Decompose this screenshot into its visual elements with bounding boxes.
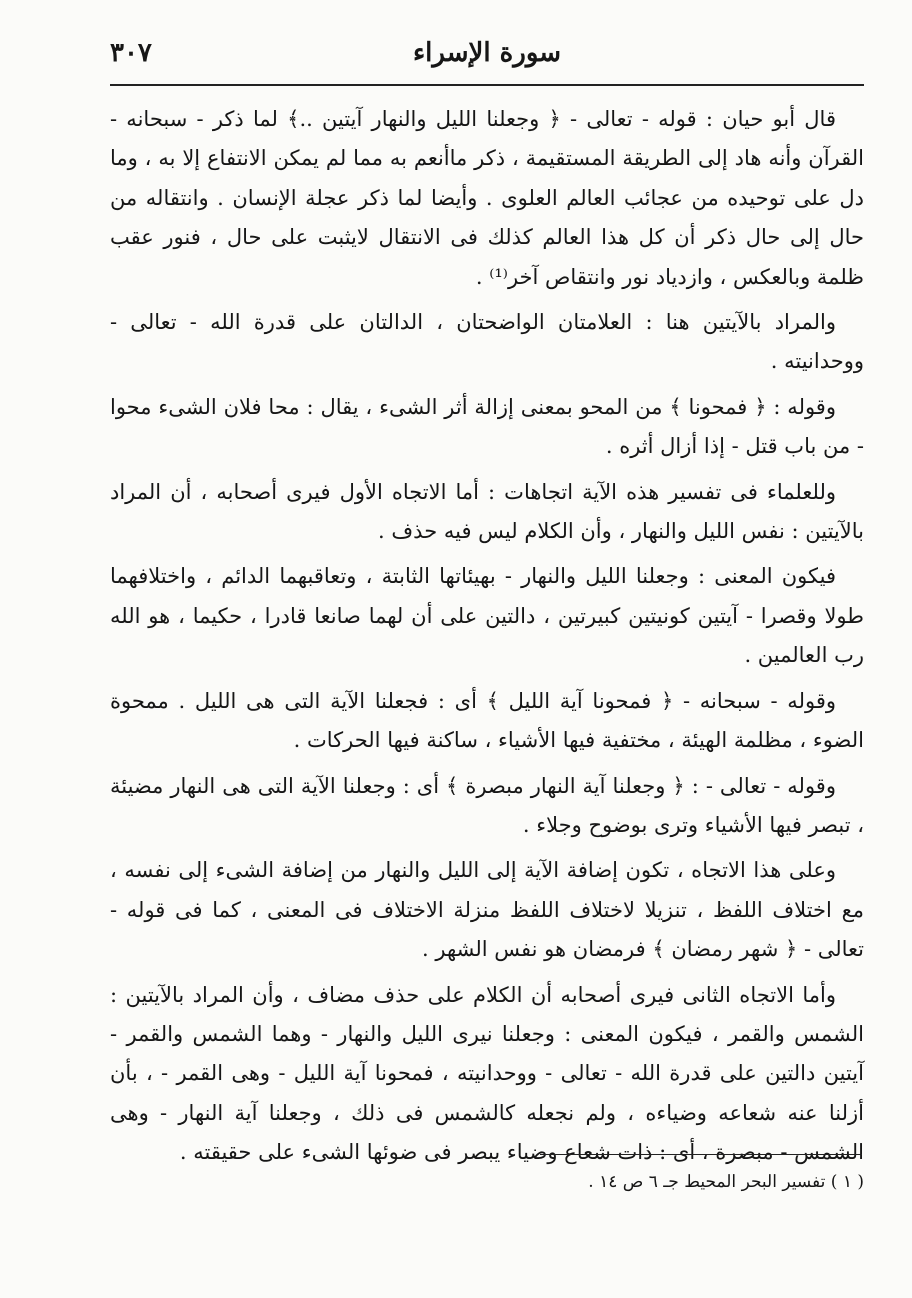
surah-title: سورة الإسراء <box>412 38 562 68</box>
paragraph: فيكون المعنى : وجعلنا الليل والنهار - بهيئاتها الثابتة ، وتعاقبهما الدائم ، واختلافهما طولا وقصرا - آيتين كونيتين كبيرتين ، دالتين على أن لهما صانعا قادرا ، حكيما ، هو الله رب العالمين . <box>110 564 864 668</box>
paragraph: قال أبو حيان : قوله - تعالى - ﴿ وجعلنا الليل والنهار آيتين ..﴾ لما ذكر - سبحانه - القرآن وأنه هاد إلى الطريقة المستقيمة ، ذكر ماأنعم به مما لم يمكن الانتفاع إلا به ، وما دل على توحيده من عجائب العالم العلوى . وأيضا لما ذكر عجلة الإنسان . وانتقاله من حال إلى حال ذكر أن كل هذا العالم كذلك فى الانتقال لايثبت على حال ، فنور عقب ظلمة وبالعكس ، وازدياد نور وانتقاص آخر⁽¹⁾ . <box>110 107 864 289</box>
page-header <box>110 32 864 86</box>
footnote-divider <box>540 1154 862 1155</box>
footnote: ( ١ ) تفسير البحر المحيط جـ ٦ ص ١٤ . <box>588 1172 864 1192</box>
paragraph: وقوله : ﴿ فمحونا ﴾ من المحو بمعنى إزالة أثر الشىء ، يقال : محا فلان الشىء محوا - من باب قتل - إذا أزال أثره . <box>110 394 864 459</box>
page-number: ٣٠٧ <box>110 38 152 68</box>
body-text <box>110 100 864 1179</box>
paragraph: وعلى هذا الاتجاه ، تكون إضافة الآية إلى الليل والنهار من إضافة الشىء إلى نفسه ، مع اختلاف اللفظ ، تنزيلا لاختلاف اللفظ منزلة الاختلاف فى المعنى ، كما فى قوله - تعالى - ﴿ شهر رمضان ﴾ فرمضان هو نفس الشهر . <box>110 858 864 962</box>
paragraph: وقوله - تعالى - : ﴿ وجعلنا آية النهار مبصرة ﴾ أى : وجعلنا الآية التى هى النهار مضيئة ، تبصر فيها الأشياء وترى بوضوح وجلاء . <box>110 773 864 837</box>
paragraph: وأما الاتجاه الثانى فيرى أصحابه أن الكلام على حذف مضاف ، وأن المراد بالآيتين : الشمس والقمر ، فيكون المعنى : وجعلنا نيرى الليل والنهار - وهما الشمس والقمر - آيتين دالتين على قدرة الله - تعالى - ووحدانيته ، فمحونا آية الليل - وهى القمر - ، بأن أزلنا عنه شعاعه وضياءه ، ولم نجعله كالشمس فى ذلك ، وجعلنا آية النهار - وهى الشمس - مبصرة ، أى : ذات شعاع وضياء يبصر فى ضوئها الشىء على حقيقته . <box>110 982 864 1165</box>
paragraph: والمراد بالآيتين هنا : العلامتان الواضحتان ، الدالتان على قدرة الله - تعالى - ووحدانيته . <box>110 310 864 374</box>
paragraph: وللعلماء فى تفسير هذه الآية اتجاهات : أما الاتجاه الأول فيرى أصحابه ، أن المراد بالآيتين : نفس الليل والنهار ، وأن الكلام ليس فيه حذف . <box>110 479 864 544</box>
paragraph: وقوله - سبحانه - ﴿ فمحونا آية الليل ﴾ أى : فجعلنا الآية التى هى الليل . ممحوة الضوء ، مظلمة الهيئة ، مختفية فيها الأشياء ، ساكنة فيها الحركات . <box>110 688 864 753</box>
